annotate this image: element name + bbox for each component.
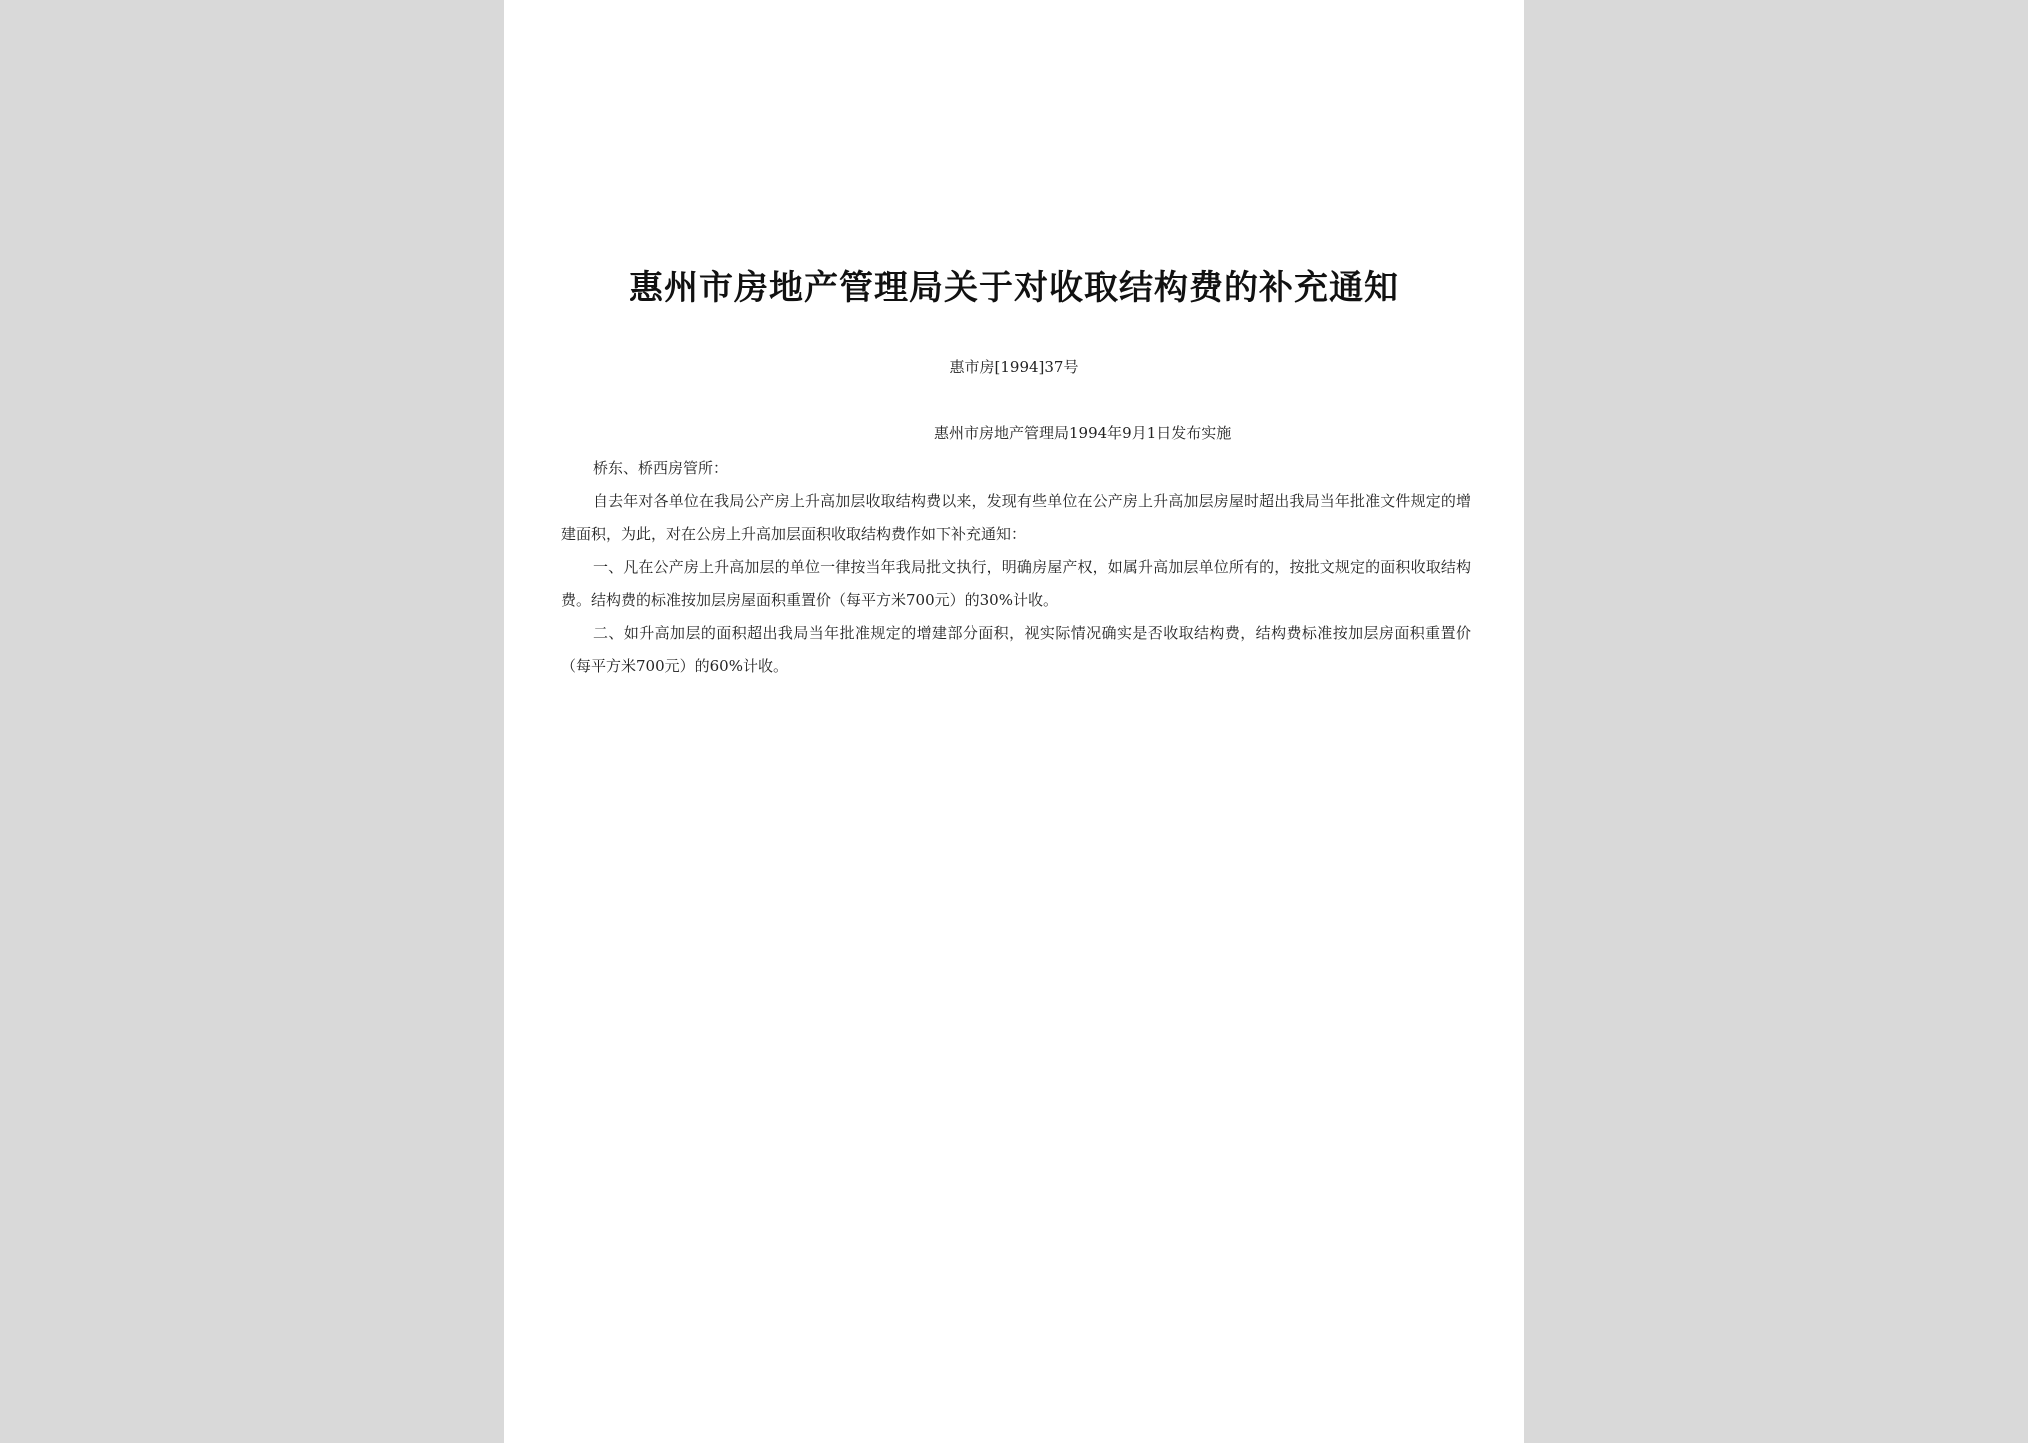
document-number: 惠市房[1994]37号 xyxy=(949,358,1079,376)
body-paragraph-2: 一、凡在公产房上升高加层的单位一律按当年我局批文执行，明确房屋产权，如属升高加层单位所有的，按批文规定的面积收取结构费。结构费的标准按加层房屋面积重置价（每平方米700元）的30%计收。 xyxy=(561,558,1471,609)
body-paragraph-3: 二、如升高加层的面积超出我局当年批准规定的增建部分面积，视实际情况确实是否收取结构费，结构费标准按加层房面积重置价（每平方米700元）的60%计收。 xyxy=(561,624,1471,675)
issuer-line: 惠州市房地产管理局1994年9月1日发布实施 xyxy=(934,424,1232,442)
document-page xyxy=(504,0,1524,1443)
body-paragraph-1: 自去年对各单位在我局公产房上升高加层收取结构费以来，发现有些单位在公产房上升高加层房屋时超出我局当年批准文件规定的增建面积，为此，对在公房上升高加层面积收取结构费作如下补充通知： xyxy=(561,492,1471,543)
salutation: 桥东、桥西房管所： xyxy=(593,459,729,477)
document-title: 惠州市房地产管理局关于对收取结构费的补充通知 xyxy=(629,268,1399,308)
document-body xyxy=(561,452,1471,683)
